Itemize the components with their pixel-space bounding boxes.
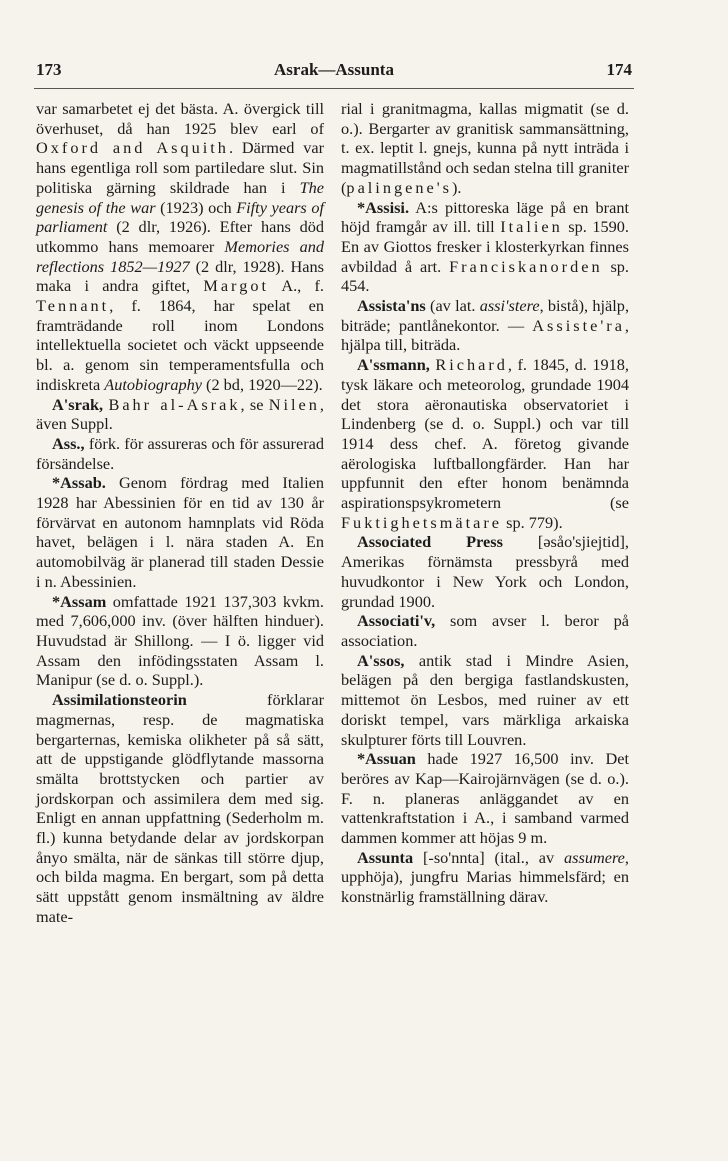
entry-assisi: *Assisi. A:s pittoreska läge på en brant höjd framgår av ill. till Italien sp. 1590. En av Giottos fresker i klosterkyrkan finnes avbildad å art. Franciskanorden sp. 454.: [341, 197, 630, 296]
headword: Assunta: [357, 847, 414, 867]
right-column: [341, 99, 629, 907]
entry-ass: Ass., förk. för assureras och för assurerad försändelse.: [36, 433, 324, 473]
headword: A'srak,: [52, 394, 104, 414]
entry-assam: *Assam omfattade 1921 137,303 kvkm. med 7,606,000 inv. (över hälften hinduer). Huvudstad är Shillong. — I ö. ligger vid Assam den infödingsstaten Assam l. Manipur (se d. o. Suppl.).: [36, 591, 324, 690]
running-title: Asrak—Assunta: [274, 60, 394, 79]
page-header: [36, 56, 632, 86]
headword: A'ssmann,: [357, 355, 430, 375]
entry-assimilationsteorin: Assimilationsteorin förklarar magmernas, resp. de magmatiska bergarternas, kemiska olikheter på så sätt, att de uppstigande glödflytande massorna smälta brottstycken och partier av jordskorpan och assimilera dem med sig. Enligt en annan uppfattning (Sederholm m. fl.) kunna betydande delar av jordskorpan ånyo smälta, när de sänkas till större djup, och bilda magma. En bergart, som på detta sätt uppstått genom insmältning av äldre mate-: [36, 690, 324, 926]
entry-asquith-continued: var samarbetet ej det bästa. A. övergick till överhuset, då han 1925 blev earl of Oxford and Asquith. Därmed var hans egentliga roll som partiledare slut. Sin politiska gärning skildrade han i The genesis of the war (1923) och Fifty years of parliament (2 dlr, 1926). Efter hans död utkommo hans memoarer Memories and reflections 1852—1927 (2 dlr, 1928). Hans maka i andra giftet, Margot A., f. Tennant, f. 1864, har spelat en framträdande roll inom Londons intellektuella societet och väckt uppseende bl. a. genom sin temperamentsfulla och indiskreta Autobiography (2 bd, 1920—22).: [36, 99, 325, 394]
headword: Associati'v,: [357, 611, 436, 631]
headword: *Assab.: [52, 473, 106, 493]
page-number-left: 173: [36, 60, 62, 79]
entry-assimilation-continued: rial i granitmagma, kallas migmatit (se d. o.). Bergarter av granitisk sammansättning, t. ex. leptit l. gnejs, kunna på nytt inträda i magmatillstånd och sedan stelna till graniter (palingene's).: [341, 99, 630, 197]
page-number-right: 174: [606, 60, 632, 79]
headword: *Assisi.: [357, 197, 410, 217]
entry-assos: A'ssos, antik stad i Mindre Asien, belägen på den bergiga fastlandskusten, mittemot ön Lesbos, med ruiner av ett doriskt tempel, vars märkliga arkaiska skulpturer förts till Louvren.: [341, 650, 629, 749]
entry-assunta: Assunta [-so'nnta] (ital., av assumere, upphöja), jungfru Marias himmelsfärd; en konstnärlig framställning därav.: [341, 847, 629, 907]
headword: Assimilationsteorin: [52, 690, 187, 710]
headword: Associated Press: [357, 532, 503, 552]
entry-assmann: A'ssmann, Richard, f. 1845, d. 1918, tysk läkare och meteorolog, grundade 1904 det stora aëronautiska observatoriet i Lindenberg (se d. o. Suppl.) och var till 1914 dess chef. A. företog givande aërologiska luftballongfärder. Han har uppfunnit den efter honom benämnda aspirationspsykrometern (se Fuktighetsmätare sp. 779).: [341, 355, 629, 532]
headword: A'ssos,: [357, 650, 405, 670]
entry-assuan: *Assuan hade 1927 16,500 inv. Det beröres av Kap—Kairojärnvägen (se d. o.). F. n. planeras anläggandet av en vattenkraftstation i A., i samband varmed dammen kommer att höjas 9 m.: [341, 749, 629, 848]
entry-associated-press: Associated Press [əsåo'sjiejtid], Amerikas förnämsta pressbyrå med huvudkontor i New York och London, grundad 1900.: [341, 532, 629, 611]
headword: Ass.,: [52, 433, 85, 453]
left-column: [36, 99, 324, 927]
entry-asrak: A'srak, Bahr al-Asrak, se Nilen, även Suppl.: [36, 394, 324, 434]
headword: *Assam: [52, 591, 107, 611]
entry-assab: *Assab. Genom fördrag med Italien 1928 har Abessinien för en tid av 130 år förvärvat en autonom hamnplats vid Röda havet, belägen i l. nära staden A. En automobilväg är planerad till staden Dessie i n. Abessinien.: [36, 473, 324, 591]
headword: Assista'ns: [357, 296, 426, 316]
header-rule: [34, 88, 634, 89]
entry-assistans: Assista'ns (av lat. assi'stere, bistå), hjälp, biträde; pantlånekontor. — Assiste'ra, hjälpa till, biträda.: [341, 296, 630, 355]
entry-associativ: Associati'v, som avser l. beror på association.: [341, 611, 629, 650]
headword: *Assuan: [357, 749, 416, 769]
